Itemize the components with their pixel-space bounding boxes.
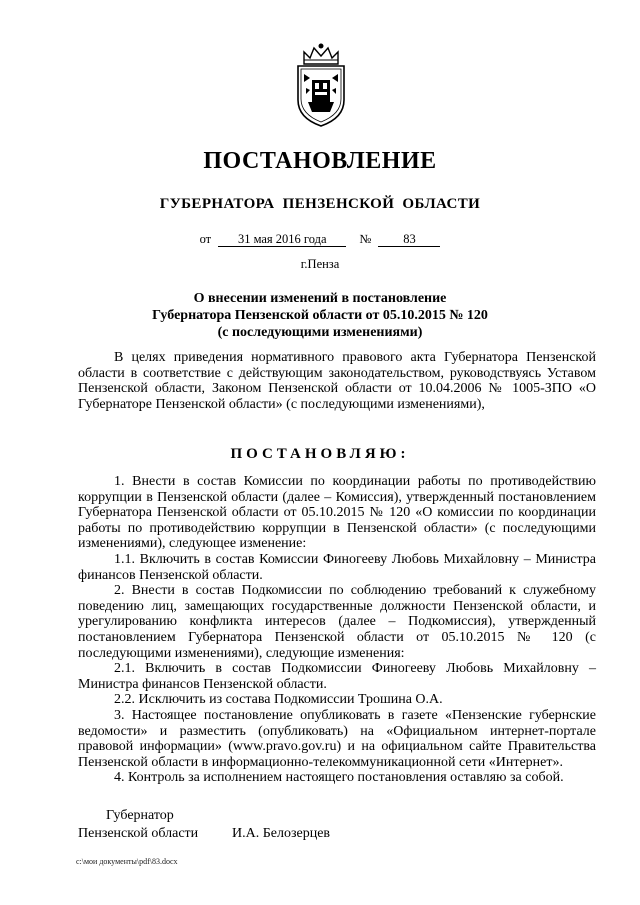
item-1: 1. Внести в состав Комиссии по координации работы по противодействию коррупции в Пензенской области (далее – Комиссия), утвержденный постановлением Губернатора Пензенской области от 05.10.2015 № 120 «О комиссии по координации работы по противодействию коррупции в Пензенской области» (с последующими изменениями), следующее изменение: [78,474,596,552]
heading-line-2: Губернатора Пензенской области от 05.10.2015 № 120 [152,308,488,323]
item-4: 4. Контроль за исполнением настоящего постановления оставляю за собой. [114,770,564,786]
signature-title: Губернатор [106,808,174,823]
preamble-block [78,350,596,412]
item-1-1: 1.1. Включить в состав Комиссии Финогееву Любовь Михайловну – Министра финансов Пензенской области. [78,551,596,583]
document-title: ПОСТАНОВЛЕНИЕ [203,148,437,174]
city: г.Пенза [300,257,340,271]
document-heading [0,290,640,341]
item-3: 3. Настоящее постановление опубликовать в газете «Пензенские губернские ведомости» и разместить (опубликовать) на «Официальном интернет-портале правовой информации» (www.pravo.gov.ru) и на официальном сайте Правительства Пензенской области в информационно-телекоммуникационной сети «Интернет». [78,707,596,770]
signature-name: И.А. Белозерцев [232,826,331,841]
date-number-line [0,232,640,247]
document-date: 31 мая 2016 года [218,232,346,247]
decree-word: ПОСТАНОВЛЯЮ: [230,446,410,462]
date-from-label: от [199,232,212,246]
signature-region: Пензенской области [78,826,199,841]
document-number: 83 [378,232,440,247]
document-subtitle: ГУБЕРНАТОРА ПЕНЗЕНСКОЙ ОБЛАСТИ [159,196,481,212]
preamble-paragraph: В целях приведения нормативного правового акта Губернатора Пензенской области в соответствие с действующим законодательством, руководствуясь Уставом Пензенской области, Законом Пензенской области от 10.04.2006 № 1005-ЗПО «О Губернаторе Пензенской области» (с последующими изменениями), [78,350,596,412]
number-label: № [359,232,372,246]
heading-line-3: (с последующими изменениями) [217,325,423,340]
item-2-2: 2.2. Исключить из состава Подкомиссии Трошина О.А. [114,692,443,708]
coat-of-arms-emblem [290,42,352,128]
file-path-footer: c:\мои документы\pdf\83.docx [76,857,178,866]
decree-items [78,474,596,786]
item-2-1: 2.1. Включить в состав Подкомиссии Финогееву Любовь Михайловну – Министра финансов Пензенской области. [78,661,596,692]
heading-line-1: О внесении изменений в постановление [193,291,447,306]
item-2: 2. Внести в состав Подкомиссии по соблюдению требований к служебному поведению лиц, замещающих государственные должности Пензенской области, и урегулированию конфликта интересов (далее – Подкомиссия), утвержденный постановлением Губернатора Пензенской области от 05.10.2015 № 120 (с последующими изменениями), следующие изменения: [78,583,596,661]
